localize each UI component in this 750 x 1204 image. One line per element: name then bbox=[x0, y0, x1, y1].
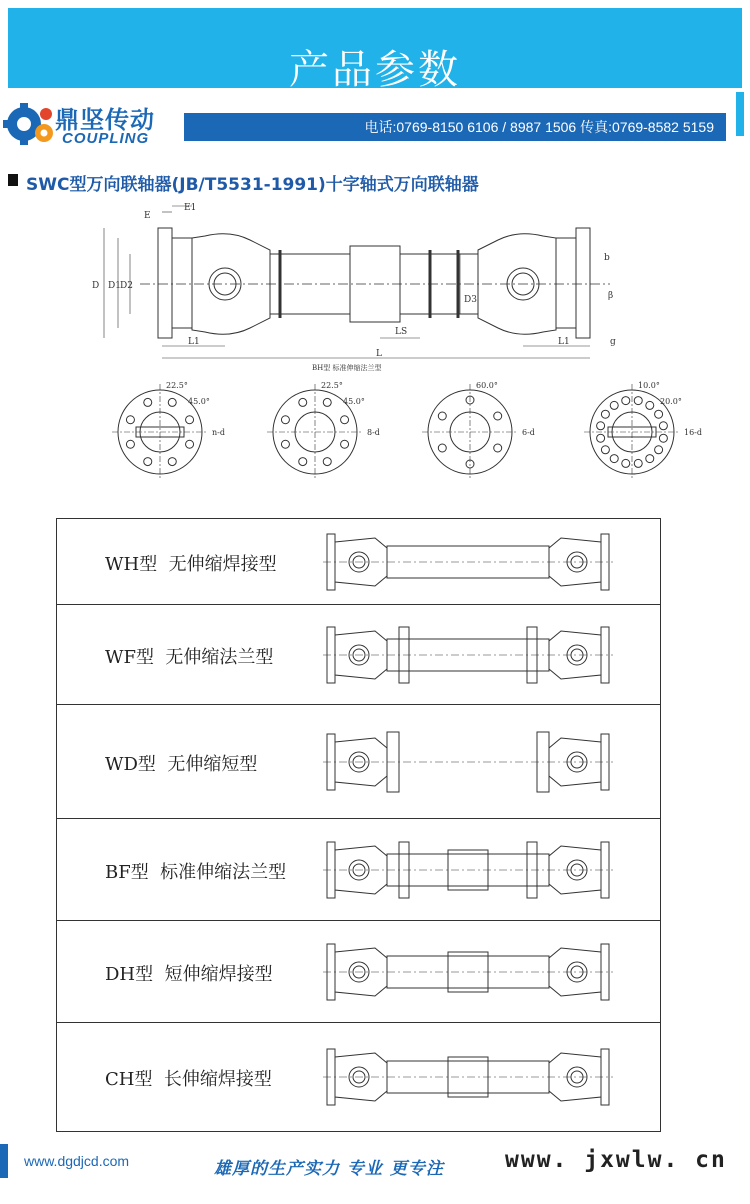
bolt-hole bbox=[622, 397, 630, 405]
flange-hole-tag: 6-d bbox=[522, 428, 535, 437]
footer-accent-bar bbox=[0, 1144, 8, 1178]
bolt-hole bbox=[597, 434, 605, 442]
bolt-hole bbox=[144, 398, 152, 406]
flange-angle-label: 22.5° bbox=[321, 381, 343, 390]
dim-label-g: g bbox=[610, 337, 616, 347]
drawing-caption: BH型 标准伸缩法兰型 bbox=[312, 364, 382, 372]
flange-view bbox=[584, 381, 702, 480]
bolt-hole bbox=[438, 444, 446, 452]
bolt-hole bbox=[494, 444, 502, 452]
bolt-hole bbox=[601, 446, 609, 454]
flange-views bbox=[60, 380, 703, 490]
bolt-hole bbox=[438, 412, 446, 420]
type-drawing-ch bbox=[323, 1028, 613, 1126]
bolt-hole bbox=[610, 455, 618, 463]
type-label: WD型 无伸缩短型 bbox=[105, 754, 258, 775]
type-row-dh bbox=[57, 921, 660, 1023]
dim-label-l1-left: L1 bbox=[188, 337, 200, 347]
bolt-hole bbox=[126, 440, 134, 448]
dim-label-ls: LS bbox=[395, 327, 408, 337]
type-row-ch bbox=[57, 1023, 660, 1131]
brand-name: 鼎坚传动 bbox=[55, 106, 155, 134]
dim-label-b: b bbox=[604, 253, 610, 263]
bolt-hole bbox=[299, 398, 307, 406]
bolt-hole bbox=[494, 412, 502, 420]
type-label: CH型 长伸缩焊接型 bbox=[105, 1069, 272, 1090]
flange-hole-tag: 16-d bbox=[684, 428, 703, 437]
type-label: DH型 短伸缩焊接型 bbox=[105, 964, 273, 985]
footer-url[interactable]: www.dgdjcd.com bbox=[24, 1153, 130, 1169]
bolt-hole bbox=[646, 401, 654, 409]
bolt-hole bbox=[610, 401, 618, 409]
dim-label-d1: D1 bbox=[108, 281, 121, 291]
banner-title: 产品参数 bbox=[289, 47, 461, 93]
type-row-wd bbox=[57, 705, 660, 819]
bolt-hole bbox=[341, 440, 349, 448]
dim-label-e1: E1 bbox=[184, 203, 197, 213]
flange-view bbox=[112, 381, 225, 480]
banner-edge-decoration bbox=[736, 92, 744, 136]
bolt-hole bbox=[659, 434, 667, 442]
bolt-hole bbox=[601, 410, 609, 418]
bolt-hole bbox=[323, 398, 331, 406]
section-title: SWC型万向联轴器(JB/T5531-1991)十字轴式万向联轴器 bbox=[26, 175, 479, 195]
type-drawing-dh bbox=[323, 926, 613, 1018]
footer-slogan: 雄厚的生产实力 专业 更专注 bbox=[214, 1159, 444, 1179]
bolt-hole bbox=[622, 459, 630, 467]
gear-logo-icon bbox=[2, 100, 57, 150]
bolt-hole bbox=[341, 416, 349, 424]
coupling-technical-drawing bbox=[80, 198, 640, 376]
flange-hole-tag: n-d bbox=[212, 428, 225, 437]
bolt-hole bbox=[186, 416, 194, 424]
bolt-hole bbox=[168, 398, 176, 406]
type-label: BF型 标准伸缩法兰型 bbox=[105, 862, 287, 883]
type-row-wh bbox=[57, 519, 660, 605]
type-row-wf bbox=[57, 605, 660, 705]
flange-angle-label: 45.0° bbox=[188, 397, 210, 406]
flange-angle-label: 10.0° bbox=[638, 381, 660, 390]
bolt-hole bbox=[659, 422, 667, 430]
type-drawing-wd bbox=[323, 710, 613, 814]
bolt-hole bbox=[634, 459, 642, 467]
dim-label-e: E bbox=[144, 211, 151, 221]
bolt-hole bbox=[646, 455, 654, 463]
coupling-type-table bbox=[56, 518, 661, 1132]
bolt-hole bbox=[126, 416, 134, 424]
bolt-hole bbox=[323, 458, 331, 466]
type-label: WH型 无伸缩焊接型 bbox=[105, 554, 277, 575]
bolt-hole bbox=[655, 410, 663, 418]
dim-label-l: L bbox=[376, 349, 382, 359]
bolt-hole bbox=[144, 458, 152, 466]
bolt-hole bbox=[299, 458, 307, 466]
bolt-hole bbox=[281, 416, 289, 424]
bolt-hole bbox=[597, 422, 605, 430]
type-drawing-bf bbox=[323, 824, 613, 916]
flange-view bbox=[267, 381, 380, 480]
flange-angle-label: 60.0° bbox=[476, 381, 498, 390]
footer-site-watermark: www. jxwlw. cn bbox=[505, 1147, 727, 1173]
bolt-hole bbox=[168, 458, 176, 466]
type-label: WF型 无伸缩法兰型 bbox=[105, 647, 274, 668]
contact-text: 电话:0769-8150 6106 / 8987 1506 传真:0769-8582 5159 bbox=[364, 119, 714, 135]
section-marker bbox=[8, 174, 18, 186]
dim-label-l1-right: L1 bbox=[558, 337, 570, 347]
type-drawing-wf bbox=[323, 610, 613, 700]
dim-label-beta: β bbox=[608, 291, 614, 301]
flange-angle-label: 20.0° bbox=[660, 397, 682, 406]
flange-angle-label: 45.0° bbox=[343, 397, 365, 406]
brand-subtitle: COUPLING bbox=[62, 130, 150, 147]
flange-angle-label: 22.5° bbox=[166, 381, 188, 390]
flange-view bbox=[422, 381, 535, 480]
bolt-hole bbox=[281, 440, 289, 448]
bolt-hole bbox=[634, 397, 642, 405]
dim-label-d2: D2 bbox=[120, 281, 133, 291]
type-drawing-wh bbox=[323, 524, 613, 600]
type-row-bf bbox=[57, 819, 660, 921]
flange-hole-tag: 8-d bbox=[367, 428, 380, 437]
bolt-hole bbox=[655, 446, 663, 454]
contact-bar bbox=[184, 113, 726, 141]
top-banner bbox=[8, 8, 742, 93]
dim-label-d: D bbox=[92, 281, 100, 291]
bolt-hole bbox=[186, 440, 194, 448]
dim-label-d3: D3 bbox=[464, 295, 477, 305]
